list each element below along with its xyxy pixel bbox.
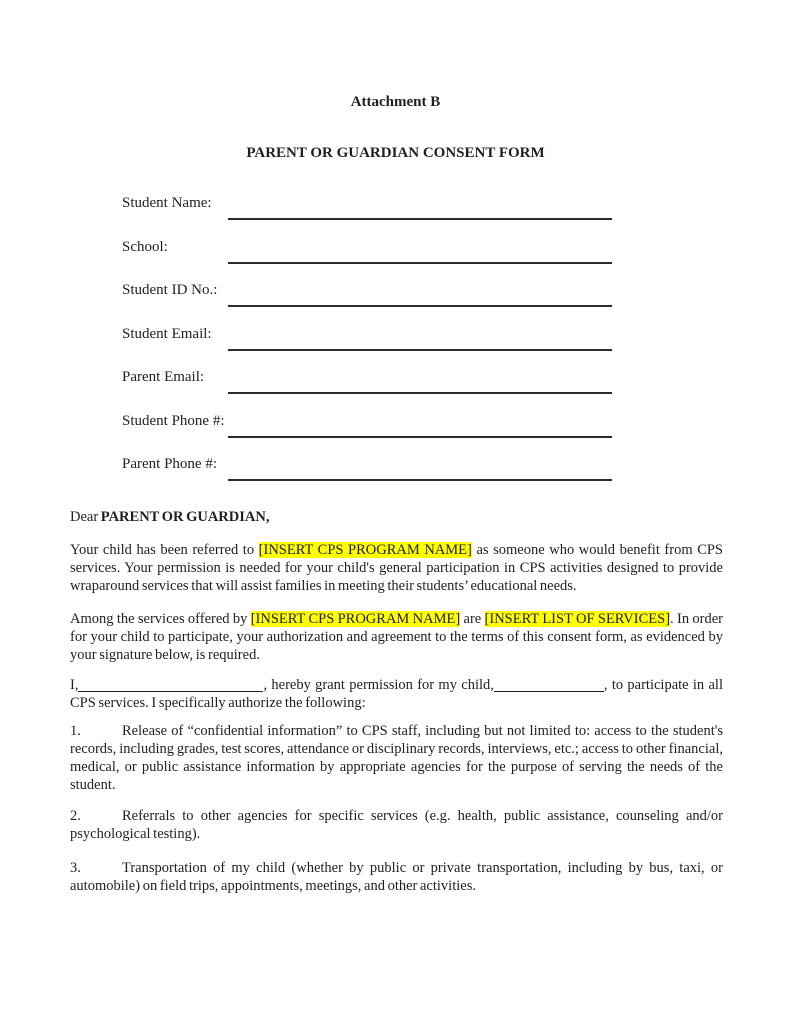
grant-text-mid: , hereby grant permission for my child, bbox=[263, 677, 494, 693]
student-email-label: Student Email: bbox=[122, 326, 212, 342]
insert-program-name-placeholder: [INSERT CPS PROGRAM NAME] bbox=[250, 611, 461, 627]
services-text-mid: are bbox=[460, 611, 485, 627]
student-phone-label: Student Phone #: bbox=[122, 413, 225, 429]
intro-paragraph bbox=[70, 541, 723, 595]
attachment-label: Attachment B bbox=[350, 94, 441, 110]
student-name-label: Student Name: bbox=[122, 195, 212, 211]
intro-text-post: as someone who would benefit from CPS services. Your permission is needed for your child's general participation in CPS activities designed to provide wraparound services that will assist families in meeting their students’ educational needs. bbox=[70, 542, 723, 594]
parent-name-blank bbox=[78, 679, 263, 692]
services-paragraph bbox=[70, 610, 723, 664]
intro-text-pre: Your child has been referred to bbox=[70, 542, 259, 558]
item-text: Referrals to other agencies for specific services (e.g. health, public assistance, counseling and/or psychological testing). bbox=[70, 808, 723, 842]
parent-email-label: Parent Email: bbox=[122, 369, 205, 385]
student-id-line bbox=[228, 305, 612, 307]
authorization-item-3 bbox=[70, 859, 723, 895]
grant-paragraph bbox=[70, 676, 723, 712]
item-text: Transportation of my child (whether by public or private transportation, including by bus, taxi, or automobile) on field trips, appointments, meetings, and other activities. bbox=[70, 860, 723, 894]
grant-text-post: , to participate in all CPS services. I specifically authorize the following: bbox=[70, 677, 723, 711]
salutation-recipient: PARENT OR GUARDIAN, bbox=[100, 509, 270, 525]
authorization-item-2 bbox=[70, 807, 723, 843]
item-number: 1. bbox=[70, 723, 81, 739]
grant-text-pre: I, bbox=[70, 677, 79, 693]
insert-program-name-placeholder: [INSERT CPS PROGRAM NAME] bbox=[258, 542, 472, 558]
parent-phone-label: Parent Phone #: bbox=[122, 456, 217, 472]
school-line bbox=[228, 262, 612, 264]
item-number: 2. bbox=[70, 808, 81, 824]
item-text: Release of “confidential information” to CPS staff, including but not limited to: access to the student's records, including grades, test scores, attendance or disciplinary records, interviews, etc.; access to other financial, medical, or public assistance information by appropriate agencies for the purpose of serving the needs of the student. bbox=[70, 723, 723, 793]
student-name-line bbox=[228, 218, 612, 220]
services-text-pre: Among the services offered by bbox=[70, 611, 251, 627]
item-number: 3. bbox=[70, 860, 81, 876]
salutation bbox=[70, 508, 723, 526]
page-title: PARENT OR GUARDIAN CONSENT FORM bbox=[246, 145, 545, 161]
services-text-post: . In order for your child to participate, your authorization and agreement to the terms of this consent form, as evidenced by your signature below, is required. bbox=[70, 611, 723, 663]
parent-phone-line bbox=[228, 479, 612, 481]
school-label: School: bbox=[122, 239, 168, 255]
student-id-label: Student ID No.: bbox=[122, 282, 218, 298]
insert-services-list-placeholder: [INSERT LIST OF SERVICES] bbox=[484, 611, 671, 627]
authorization-item-1 bbox=[70, 722, 723, 794]
child-name-blank bbox=[494, 679, 604, 692]
salutation-dear: Dear bbox=[70, 509, 101, 525]
student-phone-line bbox=[228, 436, 612, 438]
parent-email-line bbox=[228, 392, 612, 394]
student-email-line bbox=[228, 349, 612, 351]
